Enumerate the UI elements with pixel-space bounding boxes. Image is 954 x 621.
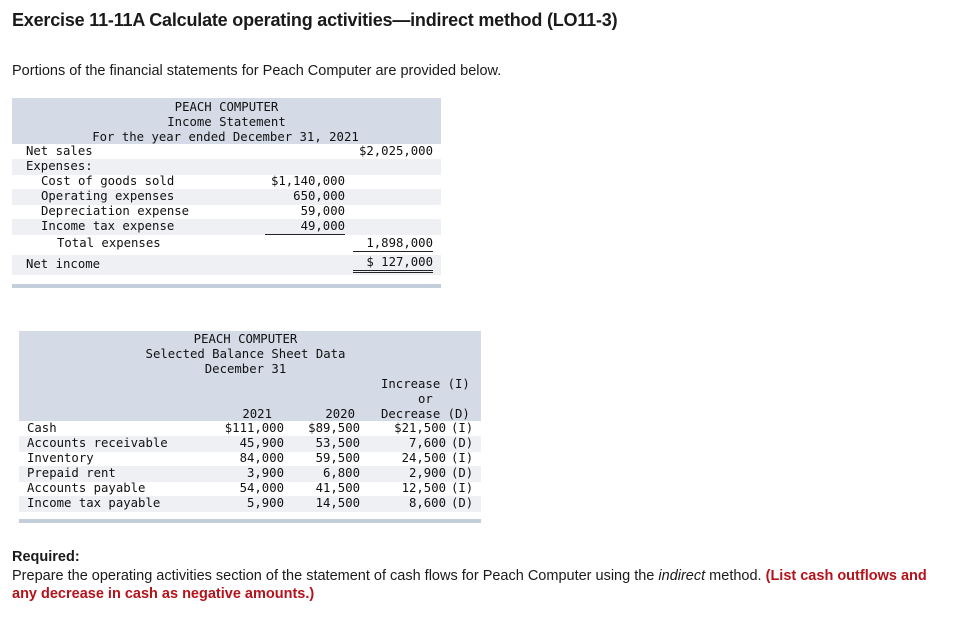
intro-text: Portions of the financial statements for Peach Computer are provided below.: [12, 63, 502, 79]
bs-change-header-1: Increase (I): [381, 377, 470, 391]
bs-row-2020: $89,500: [308, 421, 360, 435]
bs-row-label: Inventory: [27, 451, 94, 465]
net-income-label: Net income: [26, 257, 101, 271]
expense-label: Operating expenses: [41, 189, 175, 203]
total-expenses-row: [12, 236, 441, 252]
is-period: For the year ended December 31, 2021: [92, 130, 359, 144]
balance-sheet-table: [19, 331, 481, 524]
bs-row-flag: (I): [451, 481, 474, 495]
expenses-label: Expenses:: [26, 159, 93, 173]
instructions-part2: method.: [705, 568, 766, 584]
bs-row: [19, 421, 481, 437]
bs-row-2021: $111,000: [224, 421, 284, 435]
bs-row-flag: (D): [451, 496, 474, 510]
bs-row-change: 2,900: [408, 466, 446, 480]
expense-value: 59,000: [300, 204, 345, 218]
instructions-italic: indirect: [658, 568, 706, 584]
bs-col-2020: 2020: [325, 407, 355, 421]
bs-row-2021: 84,000: [239, 451, 284, 465]
required-heading: Required:: [12, 549, 80, 565]
bs-company: PEACH COMPUTER: [193, 332, 298, 346]
bs-row-2020: 6,800: [322, 466, 360, 480]
instructions-red-note: (List cash outflows and any decrease in cash as negative amounts.): [12, 568, 927, 602]
expense-value: 49,000: [265, 219, 345, 235]
bs-row-change: $21,500: [394, 421, 446, 435]
expense-row: [12, 219, 441, 235]
table-bottom-rule: [12, 284, 441, 288]
bs-row-2021: 45,900: [239, 436, 284, 450]
is-company: PEACH COMPUTER: [174, 100, 279, 114]
bs-row-2020: 41,500: [315, 481, 360, 495]
bs-row-label: Accounts payable: [27, 481, 146, 495]
bs-row-label: Cash: [27, 421, 57, 435]
expense-row: [12, 204, 441, 220]
bs-row-flag: (I): [451, 421, 474, 435]
bs-change-header-2: or: [418, 392, 433, 406]
bs-row-label: Income tax payable: [27, 496, 161, 510]
bs-row-change: 7,600: [408, 436, 446, 450]
bs-row-flag: (D): [451, 466, 474, 480]
exercise-title: Exercise 11-11A Calculate operating activities—indirect method (LO11-3): [12, 10, 618, 30]
instructions-text: [12, 567, 942, 603]
expense-row: [12, 189, 441, 205]
bs-row-2020: 53,500: [315, 436, 360, 450]
expense-value: 650,000: [293, 189, 345, 203]
bs-row-change: 12,500: [401, 481, 446, 495]
bs-row: [19, 466, 481, 482]
bs-row-2021: 5,900: [246, 496, 284, 510]
total-expenses-value: 1,898,000: [353, 236, 433, 252]
total-expenses-label: Total expenses: [57, 236, 161, 250]
bs-change-header-3: Decrease (D): [381, 407, 470, 421]
bs-row: [19, 481, 481, 497]
income-statement-header: [12, 98, 441, 144]
bs-row: [19, 436, 481, 452]
table-bottom-rule: [19, 519, 481, 523]
bs-col-2021: 2021: [242, 407, 272, 421]
expense-value: $1,140,000: [270, 174, 345, 188]
expense-label: Income tax expense: [41, 219, 175, 233]
expense-label: Cost of goods sold: [41, 174, 175, 188]
instructions-part1: Prepare the operating activities section of the statement of cash flows for Peach Computer using the: [12, 568, 659, 584]
bs-row-2021: 3,900: [246, 466, 284, 480]
net-income-row: [12, 255, 441, 275]
expense-label: Depreciation expense: [41, 204, 190, 218]
bs-row-flag: (I): [451, 451, 474, 465]
is-statement-name: Income Statement: [167, 115, 286, 129]
bs-row-label: Prepaid rent: [27, 466, 116, 480]
expense-row: [12, 174, 441, 190]
bs-row: [19, 451, 481, 467]
net-income-value: $ 127,000: [353, 255, 433, 273]
bs-statement-name: Selected Balance Sheet Data: [145, 347, 346, 361]
income-statement-table: [12, 98, 441, 288]
net-sales-row: [12, 144, 441, 160]
bs-row-change: 24,500: [401, 451, 446, 465]
bs-row-2021: 54,000: [239, 481, 284, 495]
bs-row-label: Accounts receivable: [27, 436, 168, 450]
expenses-heading-row: [12, 159, 441, 175]
bs-row-2020: 14,500: [315, 496, 360, 510]
balance-sheet-header: [19, 331, 481, 421]
bs-row-flag: (D): [451, 436, 474, 450]
bs-date: December 31: [204, 362, 287, 376]
bs-row-change: 8,600: [408, 496, 446, 510]
bs-row-2020: 59,500: [315, 451, 360, 465]
bs-row: [19, 496, 481, 512]
net-sales-value: $2,025,000: [358, 144, 433, 158]
net-sales-label: Net sales: [26, 144, 93, 158]
